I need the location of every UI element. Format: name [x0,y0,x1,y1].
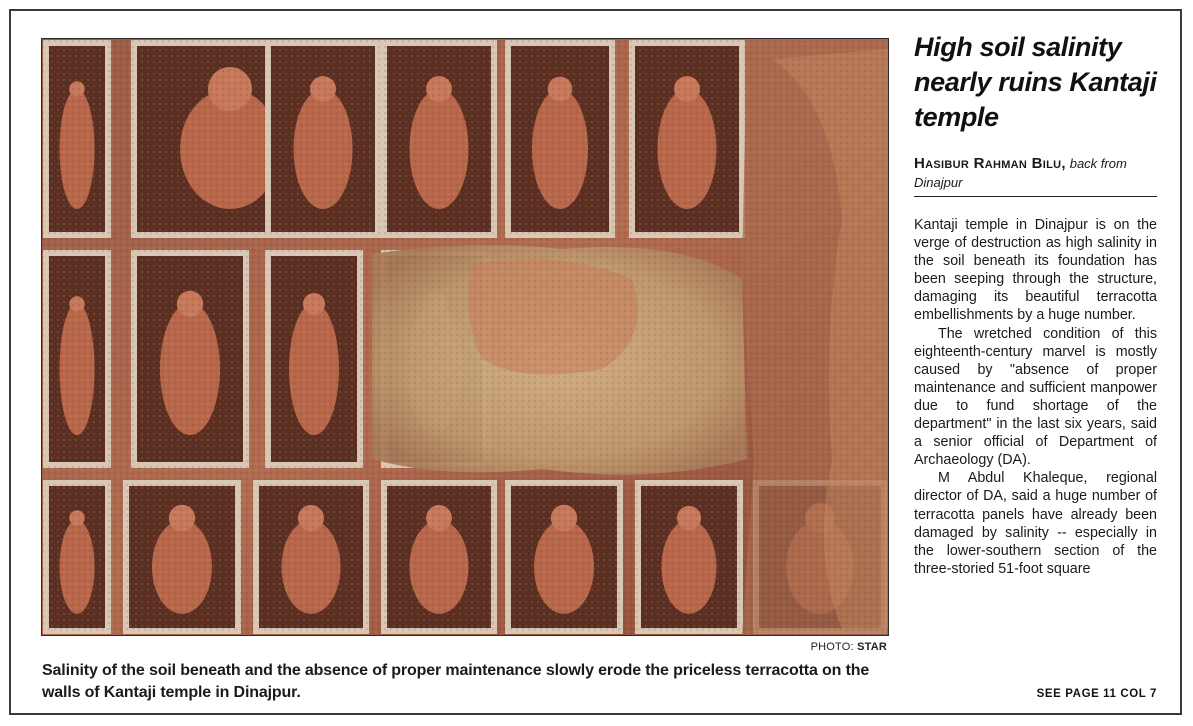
article-body [914,216,1157,578]
photo-credit-prefix: PHOTO: [810,641,854,653]
byline-location: back from Dinajpur [914,156,1127,190]
article-headline: High soil salinity nearly ruins Kantaji temple [914,32,1157,132]
terracotta-panels-illustration [42,39,888,635]
byline-author: Hasibur Rahman Bilu, [914,155,1066,172]
article-paragraph: Kantaji temple in Dinajpur is on the verge of destruction as high salinity in the soil beneath its foundation has been seeping through the structure, damaging its beautiful terracotta embellishments by a huge number. [914,217,1157,324]
article-paragraph: The wretched condition of this eighteenth-century marvel is mostly caused by "absence of proper maintenance and sufficient manpower due to fund shortage of the department" in the last six years, said a senior official of Department of Archaeology (DA). [914,325,1157,469]
article-byline [914,154,1157,197]
photo-credit [700,641,887,653]
temple-terracotta-photo [41,38,889,636]
photo-credit-source: STAR [857,641,887,653]
photo-caption: Salinity of the soil beneath and the absence of proper maintenance slowly erode the priceless terracotta on the walls of Kantaji temple in Dinajpur. [42,662,870,701]
continuation-link[interactable]: SEE PAGE 11 COL 7 [1036,688,1157,700]
article-paragraph: M Abdul Khaleque, regional director of DA, said a huge number of terracotta panels have already been damaged by salinity -- especially in the lower-southern section of the three-storied 51-foot square [914,470,1157,577]
